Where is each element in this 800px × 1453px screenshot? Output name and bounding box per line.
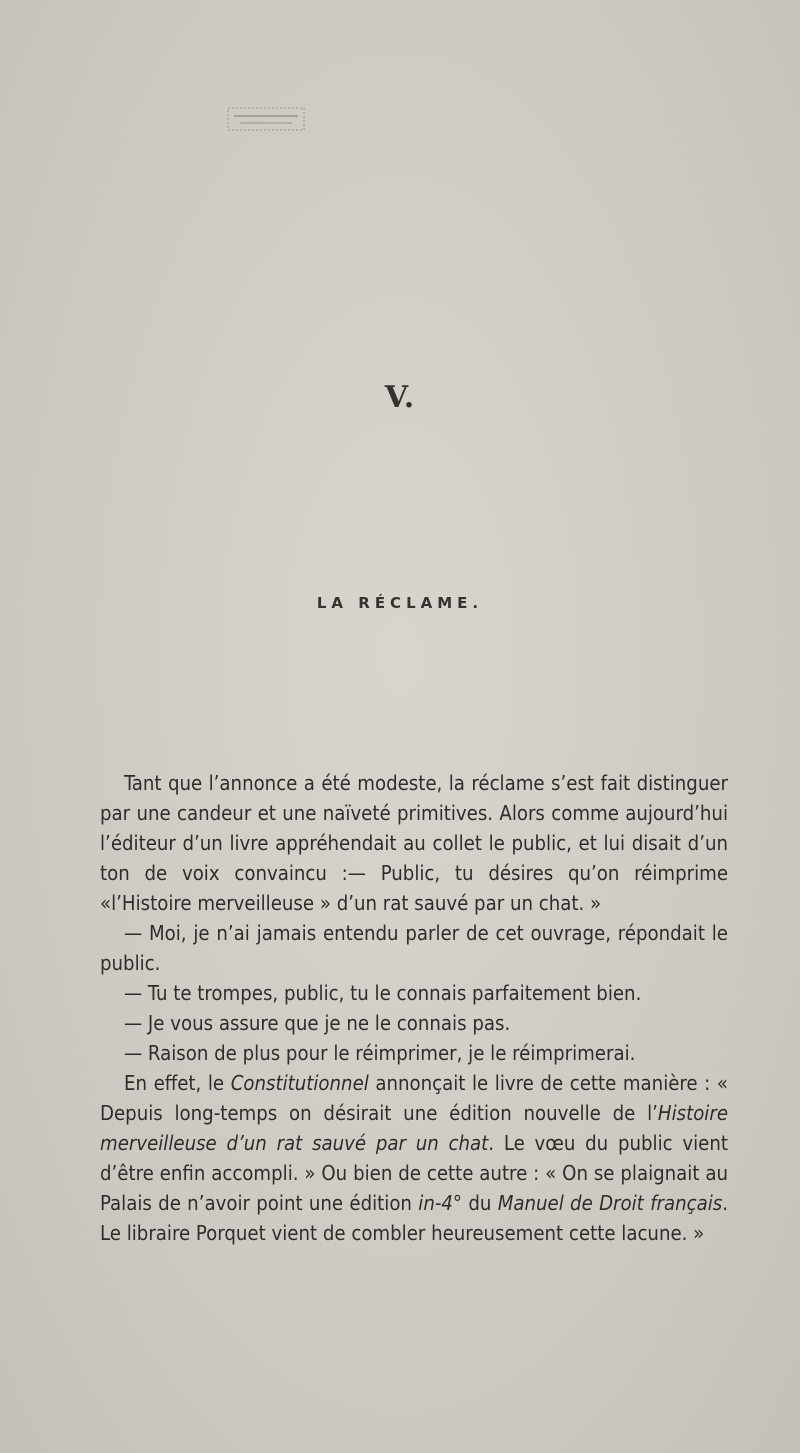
book-title-manuel: Manuel de Droit français xyxy=(497,1191,723,1215)
book-title-histoire: Histoire merveilleuse d’un rat sauvé par un chat xyxy=(100,1101,728,1155)
paragraph-4: — Je vous assure que je ne le connais pas. xyxy=(124,1011,511,1035)
format-in-4: in-4° xyxy=(418,1191,463,1215)
paragraph-2: — Moi, je n’ai jamais entendu parler de cet ouvrage, répondait le public. xyxy=(100,921,728,975)
paragraph-6-text-c: annonçait le livre de cette manière : « Depuis long-temps on désirait une édition nouvelle de l’ xyxy=(100,1071,728,1125)
paragraph-6-text-i: . Le libraire Porquet vient de combler heureusement cette lacune. » xyxy=(100,1191,728,1245)
body-text xyxy=(100,768,728,1248)
chapter-title: LA RÉCLAME. xyxy=(316,594,484,612)
paragraph-6-text-g: du xyxy=(462,1191,498,1215)
paragraph-6-text-a: En effet, le xyxy=(124,1071,231,1095)
paragraph-3: — Tu te trompes, public, tu le connais parfaitement bien. xyxy=(124,981,642,1005)
library-stamp xyxy=(226,104,306,134)
paragraph-6-text-e: . Le vœu du public vient d’être enfin accompli. » Ou bien de cette autre : « On se plaignait au Palais de n’avoir point une édition xyxy=(100,1131,728,1215)
newspaper-title: Constitutionnel xyxy=(230,1071,369,1095)
paragraph-1: Tant que l’annonce a été modeste, la réclame s’est fait distinguer par une candeur et une naïveté primitives. Alors comme aujourd’hui l’éditeur d’un livre appréhendait au collet le public, et lui disait d’un ton de voix convaincu :— Public, tu désires qu’on réimprime «l’Histoire merveilleuse » d’un rat sauvé par un chat. » xyxy=(100,771,728,915)
chapter-number: V. xyxy=(384,380,416,415)
paragraph-6 xyxy=(100,1068,728,1248)
paragraph-5: — Raison de plus pour le réimprimer, je le réimprimerai. xyxy=(124,1041,636,1065)
